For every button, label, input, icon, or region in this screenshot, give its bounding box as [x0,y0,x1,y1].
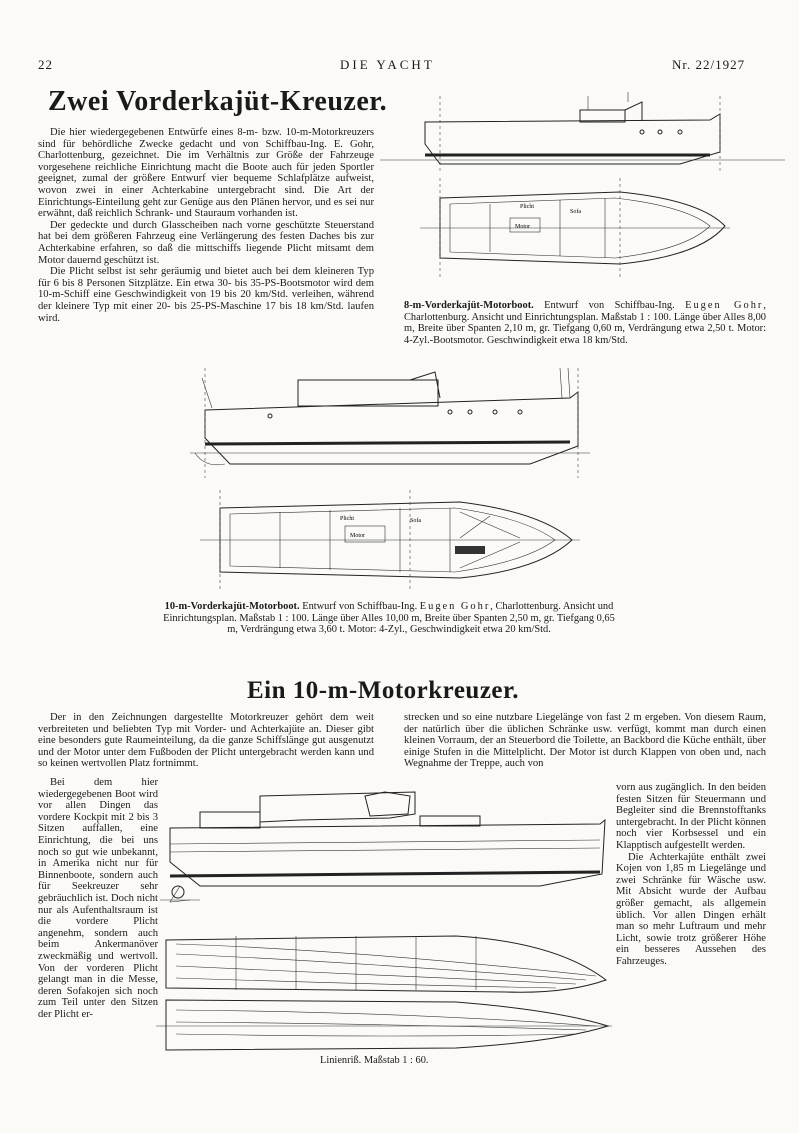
caption-8m [404,300,766,346]
caption-10m-text: Entwurf von Schiffbau-Ing. [299,601,420,612]
plan-label-10m: Motor [350,533,365,539]
caption-10m-title: 10-m-Vorderkajüt-Motorboot. [164,601,300,612]
plan-label-8m: Sofa [570,209,581,215]
caption-8m-text: Entwurf von Schiffbau-Ing. [533,300,686,311]
caption-8m-text: , Charlottenburg. Ansicht und Einrichtungsplan. Maßstab 1 : 100. Länge über Alles 8,00 m, Breite über Spanten 2,10 m, gr. Tiefgang 0,60 m, Verdrängung etwa 2,50 t. Motor: 4-Zyl.-Bootsmotor. Geschwindigkeit etwa 18 km/Std. [404,300,766,346]
article2-title: Ein 10-m-Motorkreuzer. [247,677,520,704]
article2-col2-paragraph: vorn aus zugänglich. In den beiden festen Sitzen für Steuermann und Begleiter sind die Brennstofftanks untergebracht. In der Plicht können noch vier Korbsessel und ein Klapptisch aufgestellt werden. [616,782,766,851]
lines-plan-caption: Linienriß. Maßstab 1 : 60. [320,1055,429,1066]
issue-number: Nr. 22/1927 [672,57,746,72]
caption-10m-text: , Charlottenburg. Ansicht und Einrichtungsplan. Maßstab 1 : 100. Länge über Alles 10,00 m, Breite über Spanten 2,50 m, gr. Tiefgang 0,65 m, Verdrängung etwa 3,60 t. Motor: 4-Zyl., Geschwindigkeit etwa 20 km/Std. [163,601,615,636]
article1-paragraph: Der gedeckte und durch Glasscheiben nach vorne geschützte Steuerstand hat bei dem größeren Fahrzeug eine Verlängerung des festen Daches bis zur Achterkabine erfahren, so daß die mittschiffs liegende Plicht mitsamt dem Motor dauernd geschützt ist. [38,219,374,266]
magazine-title: DIE YACHT [340,57,435,72]
plan-label-8m: Plicht [520,204,535,210]
article2-col1-narrow: Bei dem hier wiedergegebenen Boot wird vor allen Dingen das vordere Kockpit mit 2 bis 3 Sitzen auffallen, eine Einrichtung, die bei uns noch so gut wie unbekannt, in Amerika nicht nur für Binnenboote, sondern auch für Seekreuzer sehr gebräuchlich ist. Doch nicht nur als Aufenthaltsraum ist die vordere Plicht angenehm, sondern auch beim Ankermanöver zweckmäßig und wertvoll. Von der vorderen Plicht gelangt man in die Messe, deren Sofakojen sich noch zum Teil unter den Sitzen der Plicht er- [38,777,158,1020]
drawing-lines-plan [156,930,612,1055]
drawing-10m-plan [200,490,580,590]
caption-8m-designer: Eugen Gohr [685,300,764,311]
caption-10m [158,601,620,636]
article1-paragraph: Die hier wiedergegebenen Entwürfe eines 8-m- bzw. 10-m-Motorkreuzers sind für behördliche Zwecke gedacht und von Schiffbau-Ing. E. Gohr, Charlottenburg, gezeichnet. Die im Verhältnis zur Größe der Fahrzeuge vorgesehene reichliche Einrichtung macht die Boote auch für jeden Sportler geeignet, zumal der größere Entwurf vier bequeme Schlafplätze aufweist, wovon zwei in einer Achterkabine untergebracht sind. Die Art der Einrichtungs-Einteilung geht zur Genüge aus den Plänen hervor, und es sei nur erwähnt, daß reichlich Schrank- und Stauraum vorhanden ist. [38,127,374,220]
drawing-8m-plan [420,178,730,278]
plan-label-10m: Sofa [410,518,421,524]
article2-col2-top: strecken und so eine nutzbare Liegelänge von fast 2 m ergeben. Von diesem Raum, der natürlich über die üblichen Schränke usw. verfügt, kommt man durch einen kleinen Vorraum, der an Steuerbord die Toilette, an Backbord die Küche enthält, über einige Stufen in die Mittelplicht. Der Motor ist durch Klappen von oben und, nach Wegnahme der Treppe, auch von [404,712,766,770]
caption-10m-designer: Eugen Gohr [419,601,491,612]
page-number: 22 [38,57,53,72]
article1-paragraph: Die Plicht selbst ist sehr geräumig und bietet auch bei dem kleineren Typ für 6 bis 8 Personen Sitzplätze. Ein etwa 30- bis 35-PS-Bootsmotor wird dem 10-m-Schiff eine Geschwindigkeit von 19 bis 20 km/Std. verleihen, während der kleinere Typ mit einer 20- bis 25-PS-Maschine 17 bis 18 km/Std. laufen wird. [38,266,374,324]
drawing-10m-elevation [190,368,590,478]
drawing-motorkreuzer-profile [160,782,610,912]
article1-body [38,127,374,324]
article1-title: Zwei Vorderkajüt-Kreuzer. [48,86,388,117]
article2-col2-narrow [616,782,766,968]
plan-label-10m: Plicht [340,516,355,522]
article2-col2-paragraph: Die Achterkajüte enthält zwei Kojen von 1,85 m Liegelänge und zwei Schränke für Wäsche usw. Mit Absicht wurde der Aufbau größer gemacht, als allgemein üblich. Vor allen Dingen erhält man so mehr Luftraum und mehr Licht, sowie trotz größerer Höhe ein besseres Aussehen des Fahrzeuges. [616,851,766,967]
article2-col1-top: Der in den Zeichnungen dargestellte Motorkreuzer gehört dem weit verbreiteten und beliebten Typ mit Vorder- und Achterkajüte an. Dieser gibt eine besonders gute Raumeinteilung, da die ganze Schiffslänge gut ausgenutzt und der Motor unter dem Fußboden der Plicht untergebracht werden kann und so keinen wertvollen Platz fortnimmt. [38,712,374,770]
drawing-8m-elevation [380,92,790,172]
caption-8m-title: 8-m-Vorderkajüt-Motorboot. [404,300,534,311]
plan-label-8m: Motor [515,224,530,230]
